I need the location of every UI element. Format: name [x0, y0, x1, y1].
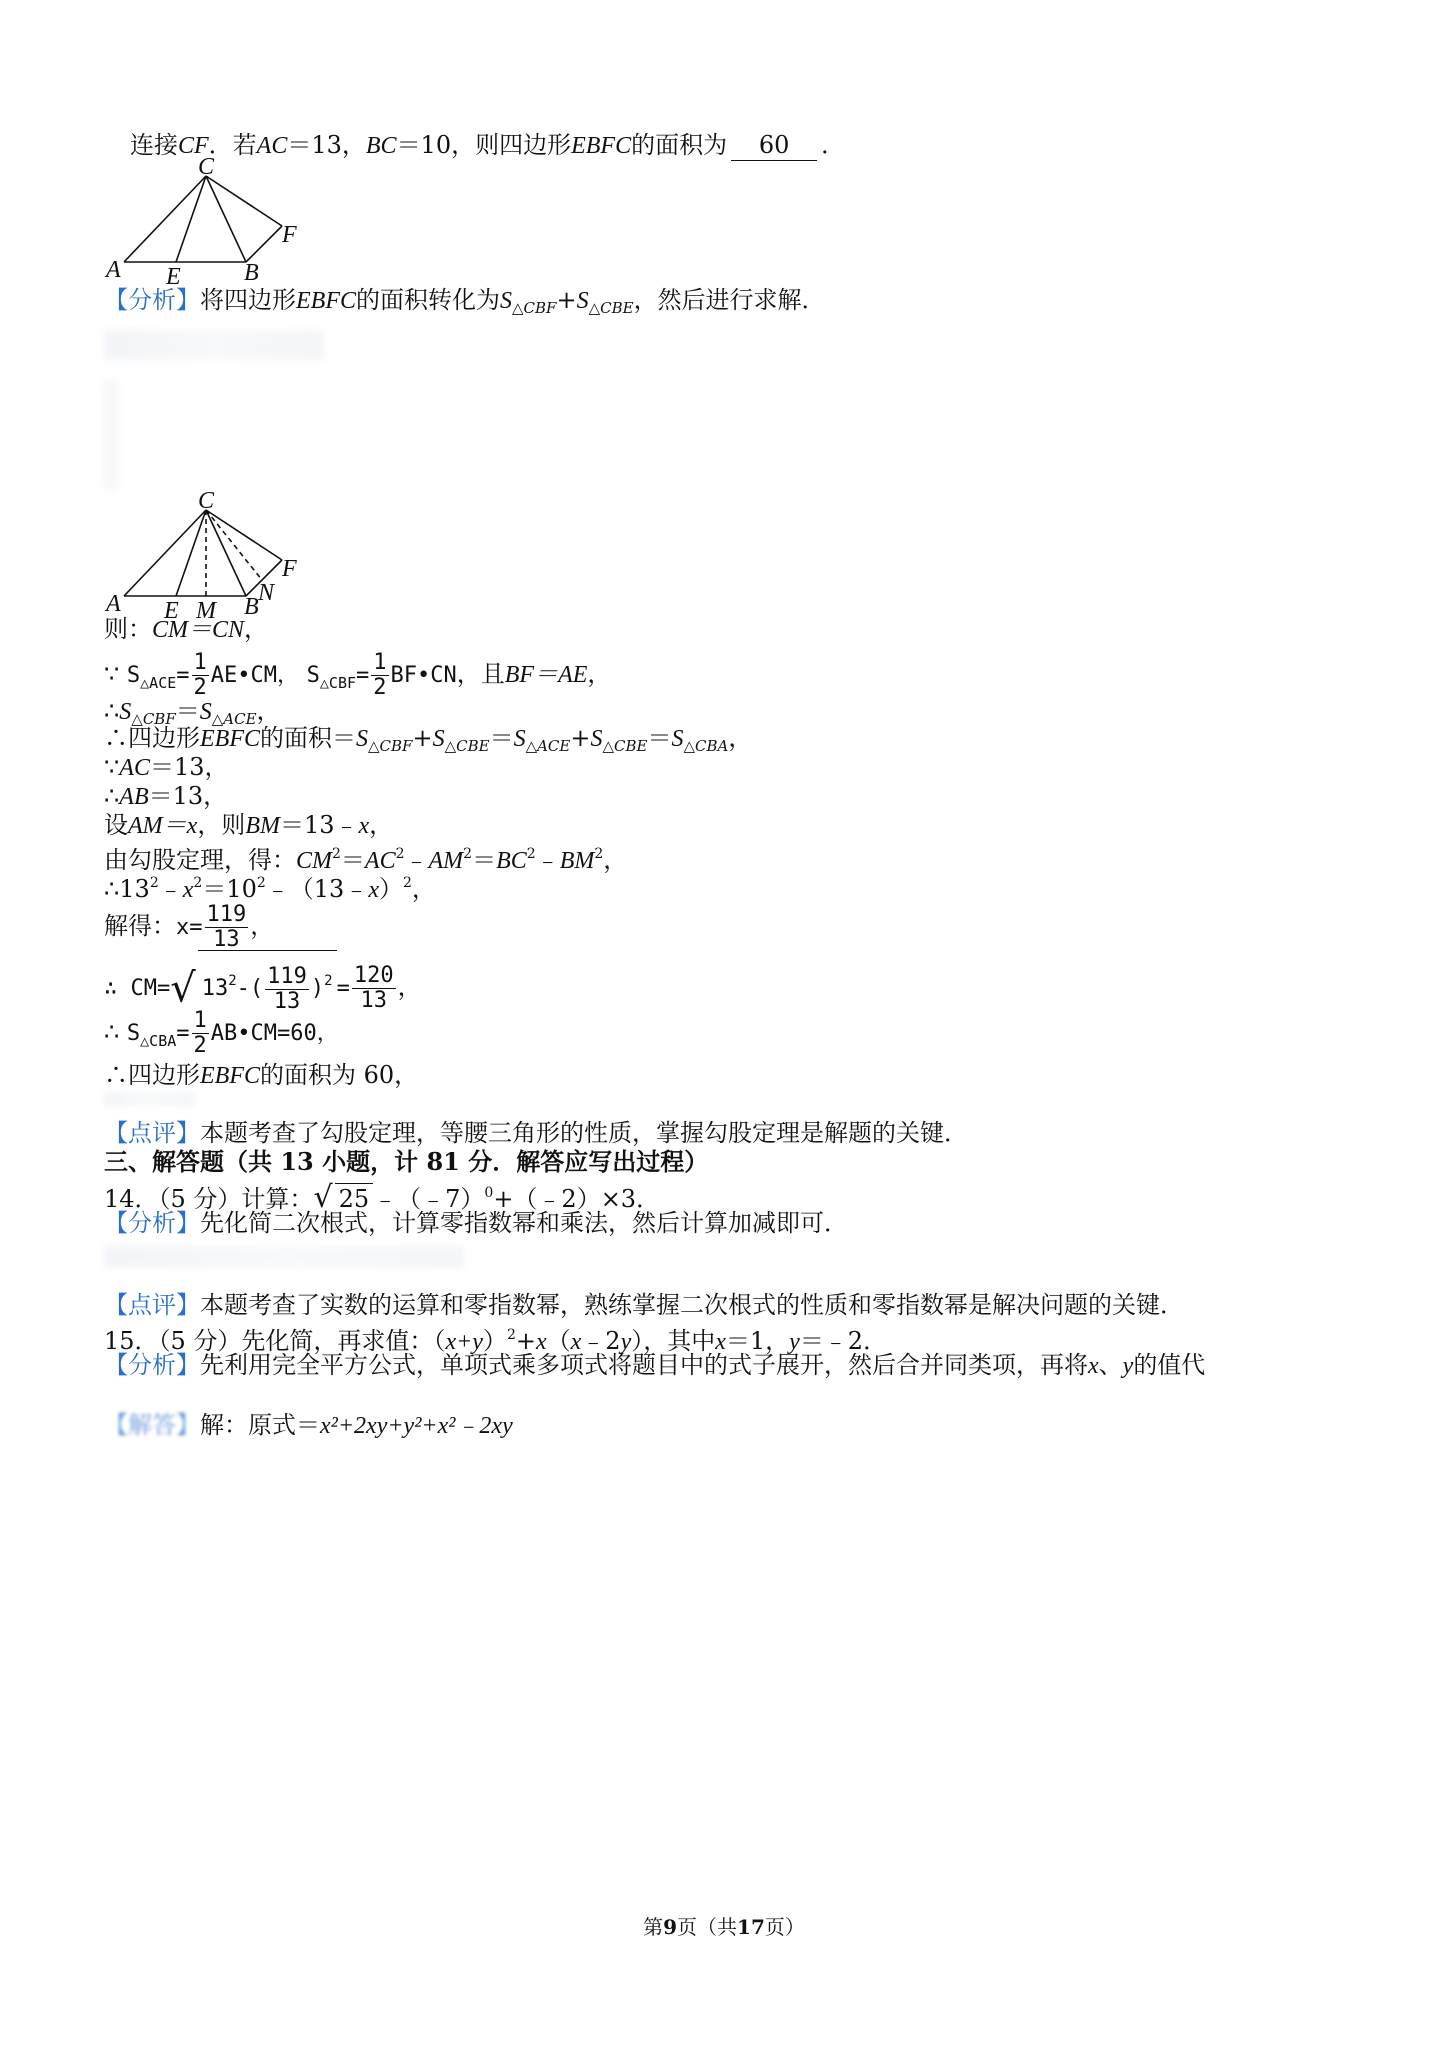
solution-line-2: ∵ $S_{\triangle ACE}=$ $\frac{1}{2}$ AE•CM， $S_{\triangle CBF}=$ $\frac{1}{2}$ BF•CN，且BF＝AE，: [104, 650, 612, 700]
label-m: M: [196, 598, 216, 624]
comment-14: 【点评】本题考查了实数的运算和零指数幂，熟练掌握二次根式的性质和零指数幂是解决问题的关键．: [104, 1291, 1184, 1319]
comment-1: 【点评】本题考查了勾股定理，等腰三角形的性质，掌握勾股定理是解题的关键．: [104, 1119, 968, 1147]
analysis-1: 【分析】将四边形EBFC的面积转化为$S_{\triangle CBF}+S_{\triangle CBE}$，然后进行求解．: [104, 286, 826, 317]
redacted-area: [104, 380, 118, 490]
fraction-119-13: $\frac{119}{13}$: [206, 902, 247, 952]
redacted-area: [104, 1092, 194, 1106]
solution-line-5: ∵AC＝13，: [104, 753, 229, 781]
question-14: 14．（5 分）计算：√ 25 ﹣（﹣7）$^0$+（﹣2）×3．: [104, 1180, 661, 1215]
solution-line-12: ∴ $S_{\triangle CBA}=$ $\frac{1}{2}$ AB•CM=60，: [104, 1008, 339, 1058]
solution-line-3: $\therefore S_{\triangle CBF}=S_{\triangle ACE}$，: [104, 697, 281, 728]
fraction-half: $\frac{1}{2}$: [193, 650, 207, 700]
label-b: B: [244, 260, 259, 286]
label-c: C: [198, 488, 215, 514]
solution-line-4: ∴四边形EBFC的面积$=S_{\triangle CBF}+S_{\triangle CBE}=S_{\triangle ACE}+S_{\triangle CBE}=S_{\triangle CBA}$，: [104, 724, 753, 755]
page-footer: 第9页（共17页）: [643, 1915, 805, 1939]
section-header: 三、解答题（共 13 小题，计 81 分．解答应写出过程）: [104, 1147, 709, 1176]
label-e: E: [164, 598, 179, 624]
fraction-half: $\frac{1}{2}$: [373, 650, 387, 700]
analysis-14: 【分析】先化简二次根式，计算零指数幂和乘法，然后计算加减即可．: [104, 1209, 848, 1237]
solution-line-8: 由勾股定理，得：$CM^2=AC^2﹣AM^2=BC^2﹣BM^2$，: [104, 846, 628, 874]
solution-line-13: ∴四边形EBFC的面积为 60，: [104, 1061, 419, 1089]
figure-quadrilateral: [100, 152, 410, 292]
solution-line-11: ∴ CM=√ $13^2-$( $\frac{119}{13}$ )$^2$ = $\frac{120}{13}$ ，: [104, 950, 422, 1019]
label-b: B: [244, 594, 259, 620]
solution-line-1: 则：CM＝CN，: [104, 615, 269, 643]
solution-line-7: 设AM＝x，则BM＝13﹣x，: [104, 811, 394, 839]
redacted-area: [104, 330, 324, 360]
solution-line-6: ∴AB＝13，: [104, 782, 228, 810]
question-15: 15．（5 分）先化简，再求值：$(x+y)^2+x(x﹣2y)$，其中x＝1，y＝﹣2．: [104, 1327, 888, 1355]
label-a: A: [106, 257, 121, 283]
sqrt-expression: $13^2-$( $\frac{119}{13}$ )$^2$: [198, 950, 337, 1019]
label-f: F: [282, 556, 297, 582]
label-e: E: [166, 264, 181, 290]
answer-blank: 60: [731, 130, 817, 161]
solution-line-9: $\therefore 13^2﹣x^2=10^2﹣(13﹣x)^2$，: [104, 875, 436, 903]
figure-quadrilateral-auxiliary: [100, 478, 410, 628]
redacted-area: [104, 1246, 464, 1268]
answer-15: 【解答】解：原式＝x²+2xy+y²+x²﹣2xy: [104, 1411, 513, 1439]
label-a: A: [106, 591, 121, 617]
analysis-15: 【分析】先利用完全平方公式，单项式乘多项式将题目中的式子展开，然后合并同类项，再将x、y的值代: [104, 1351, 1206, 1379]
label-c: C: [198, 154, 215, 180]
label-n: N: [258, 580, 275, 606]
fraction-120-13: $\frac{120}{13}$: [353, 963, 394, 1013]
question-intro: 连接CF．若AC＝13，BC＝10，则四边形EBFC的面积为 60 ．: [130, 131, 846, 159]
fraction-half: $\frac{1}{2}$: [193, 1008, 207, 1058]
solution-line-10: 解得：x= $\frac{119}{13}$ ，: [104, 902, 275, 952]
label-f: F: [282, 222, 297, 248]
